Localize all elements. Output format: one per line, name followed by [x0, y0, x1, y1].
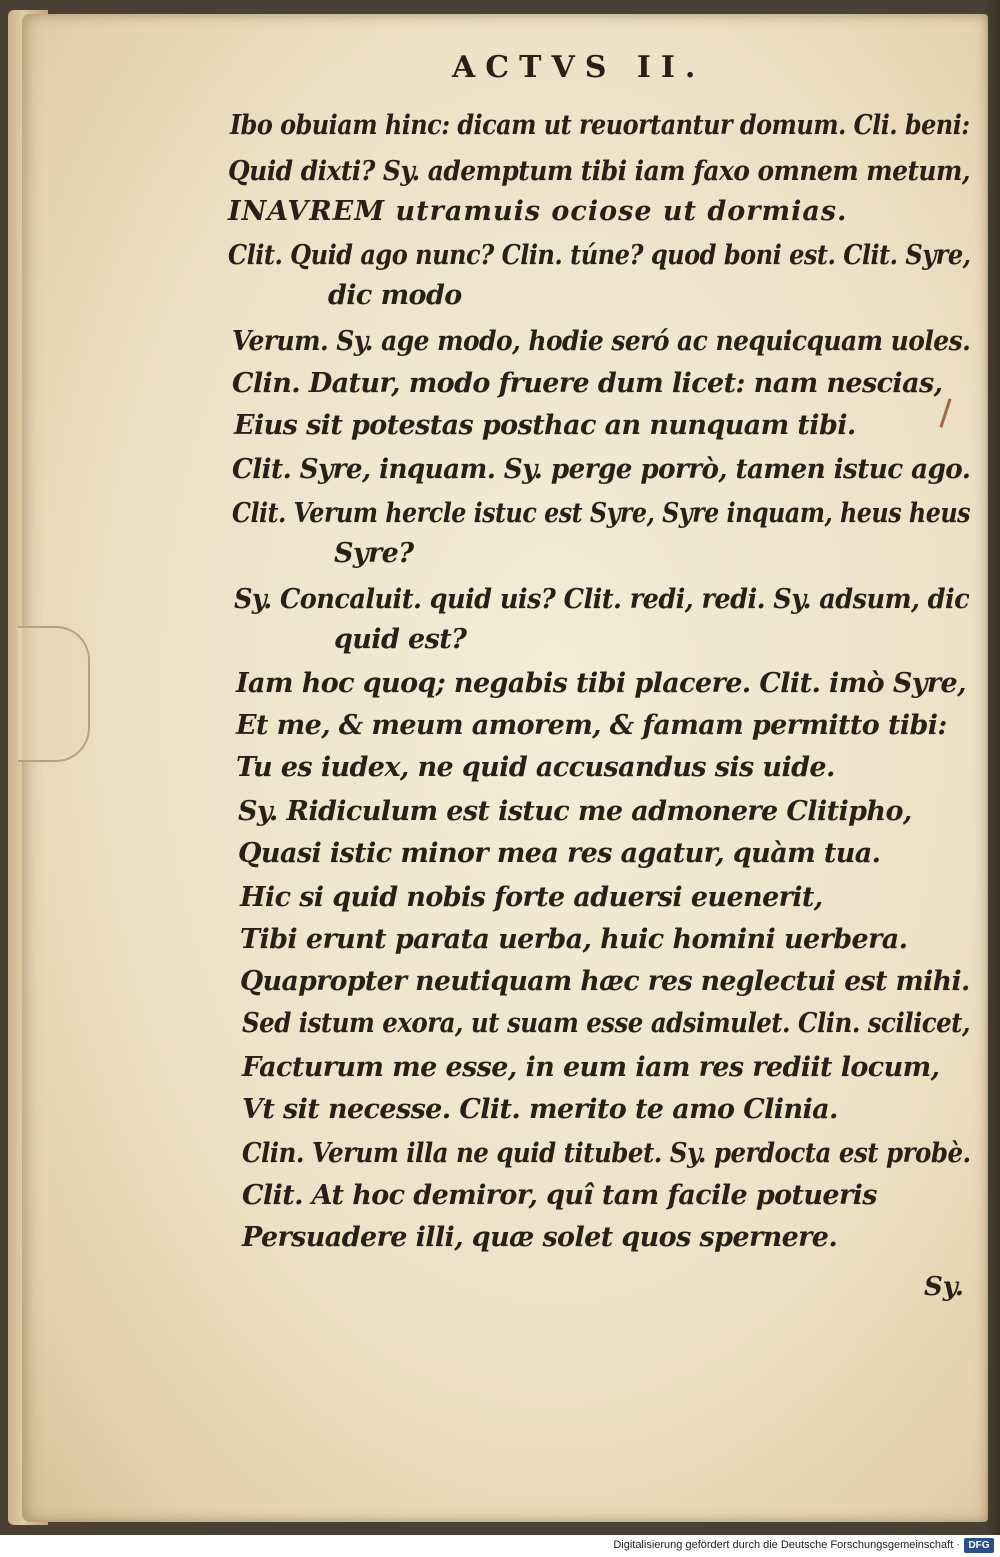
text-line: Hic si quid nobis forte aduersi euenerit, [240, 882, 823, 913]
text-line: Clit. Quid ago nunc? Clin. túne? quod boni est. Clit. Syre, [228, 240, 971, 271]
dfg-logo-icon [964, 1538, 994, 1553]
text-line: Tu es iudex, ne quid accusandus sis uide. [236, 752, 835, 783]
text-line: Et me, & meum amorem, & famam permitto tibi: [236, 710, 947, 741]
text-line: Facturum me esse, in eum iam res rediit locum, [242, 1052, 940, 1083]
text-line: Clit. Syre, inquam. Sy. perge porrò, tamen istuc ago. [232, 454, 971, 485]
text-line: Verum. Sy. age modo, hodie seró ac nequicquam uoles. [232, 326, 971, 357]
text-line: Quid dixti? Sy. ademptum tibi iam faxo omnem metum, [228, 156, 970, 187]
running-head: ACTVS II. [452, 50, 706, 85]
binding-shadow [986, 0, 1000, 1535]
text-line: Sy. Ridiculum est istuc me admonere Clitipho, [238, 796, 912, 827]
text-line: quid est? [334, 624, 467, 655]
text-line: INAVREM utramuis ociose ut dormias. [228, 196, 848, 227]
funding-notice: Digitalisierung gefördert durch die Deutsche Forschungsgemeinschaft · [613, 1539, 960, 1551]
text-line: Clin. Datur, modo fruere dum licet: nam nescias, [232, 368, 943, 399]
text-line: Quasi istic minor mea res agatur, quàm tua. [238, 838, 881, 869]
footer-bar [0, 1535, 1000, 1557]
dfg-logo-label: DFG [968, 1540, 990, 1551]
text-line: Persuadere illi, quæ solet quos spernere. [242, 1222, 838, 1253]
text-line: Iam hoc quoq; negabis tibi placere. Clit. imò Syre, [236, 668, 966, 699]
text-line: Tibi erunt parata uerba, huic homini uerbera. [240, 924, 908, 955]
catchword: Sy. [924, 1272, 964, 1302]
text-line: Eius sit potestas posthac an nunquam tibi. [234, 410, 856, 441]
text-line: Clin. Verum illa ne quid titubet. Sy. perdocta est probè. [242, 1138, 971, 1169]
text-line: Sed istum exora, ut suam esse adsimulet. Clin. scilicet, [242, 1008, 970, 1039]
text-line: Clit. At hoc demiror, quî tam facile potueris [242, 1180, 877, 1211]
text-line: Clit. Verum hercle istuc est Syre, Syre inquam, heus heus [232, 498, 971, 529]
text-line: Syre? [334, 538, 414, 569]
text-line: Ibo obuiam hinc: dicam ut reuortantur domum. Cli. beni: [230, 110, 970, 141]
text-line: Vt sit necesse. Clit. merito te amo Clinia. [242, 1094, 838, 1125]
text-line: Quapropter neutiquam hæc res neglectui est mihi. [240, 966, 970, 997]
text-line: Sy. Concaluit. quid uis? Clit. redi, redi. Sy. adsum, dic [234, 584, 970, 615]
page-clip-tab [18, 626, 90, 762]
text-line: dic modo [328, 280, 462, 311]
